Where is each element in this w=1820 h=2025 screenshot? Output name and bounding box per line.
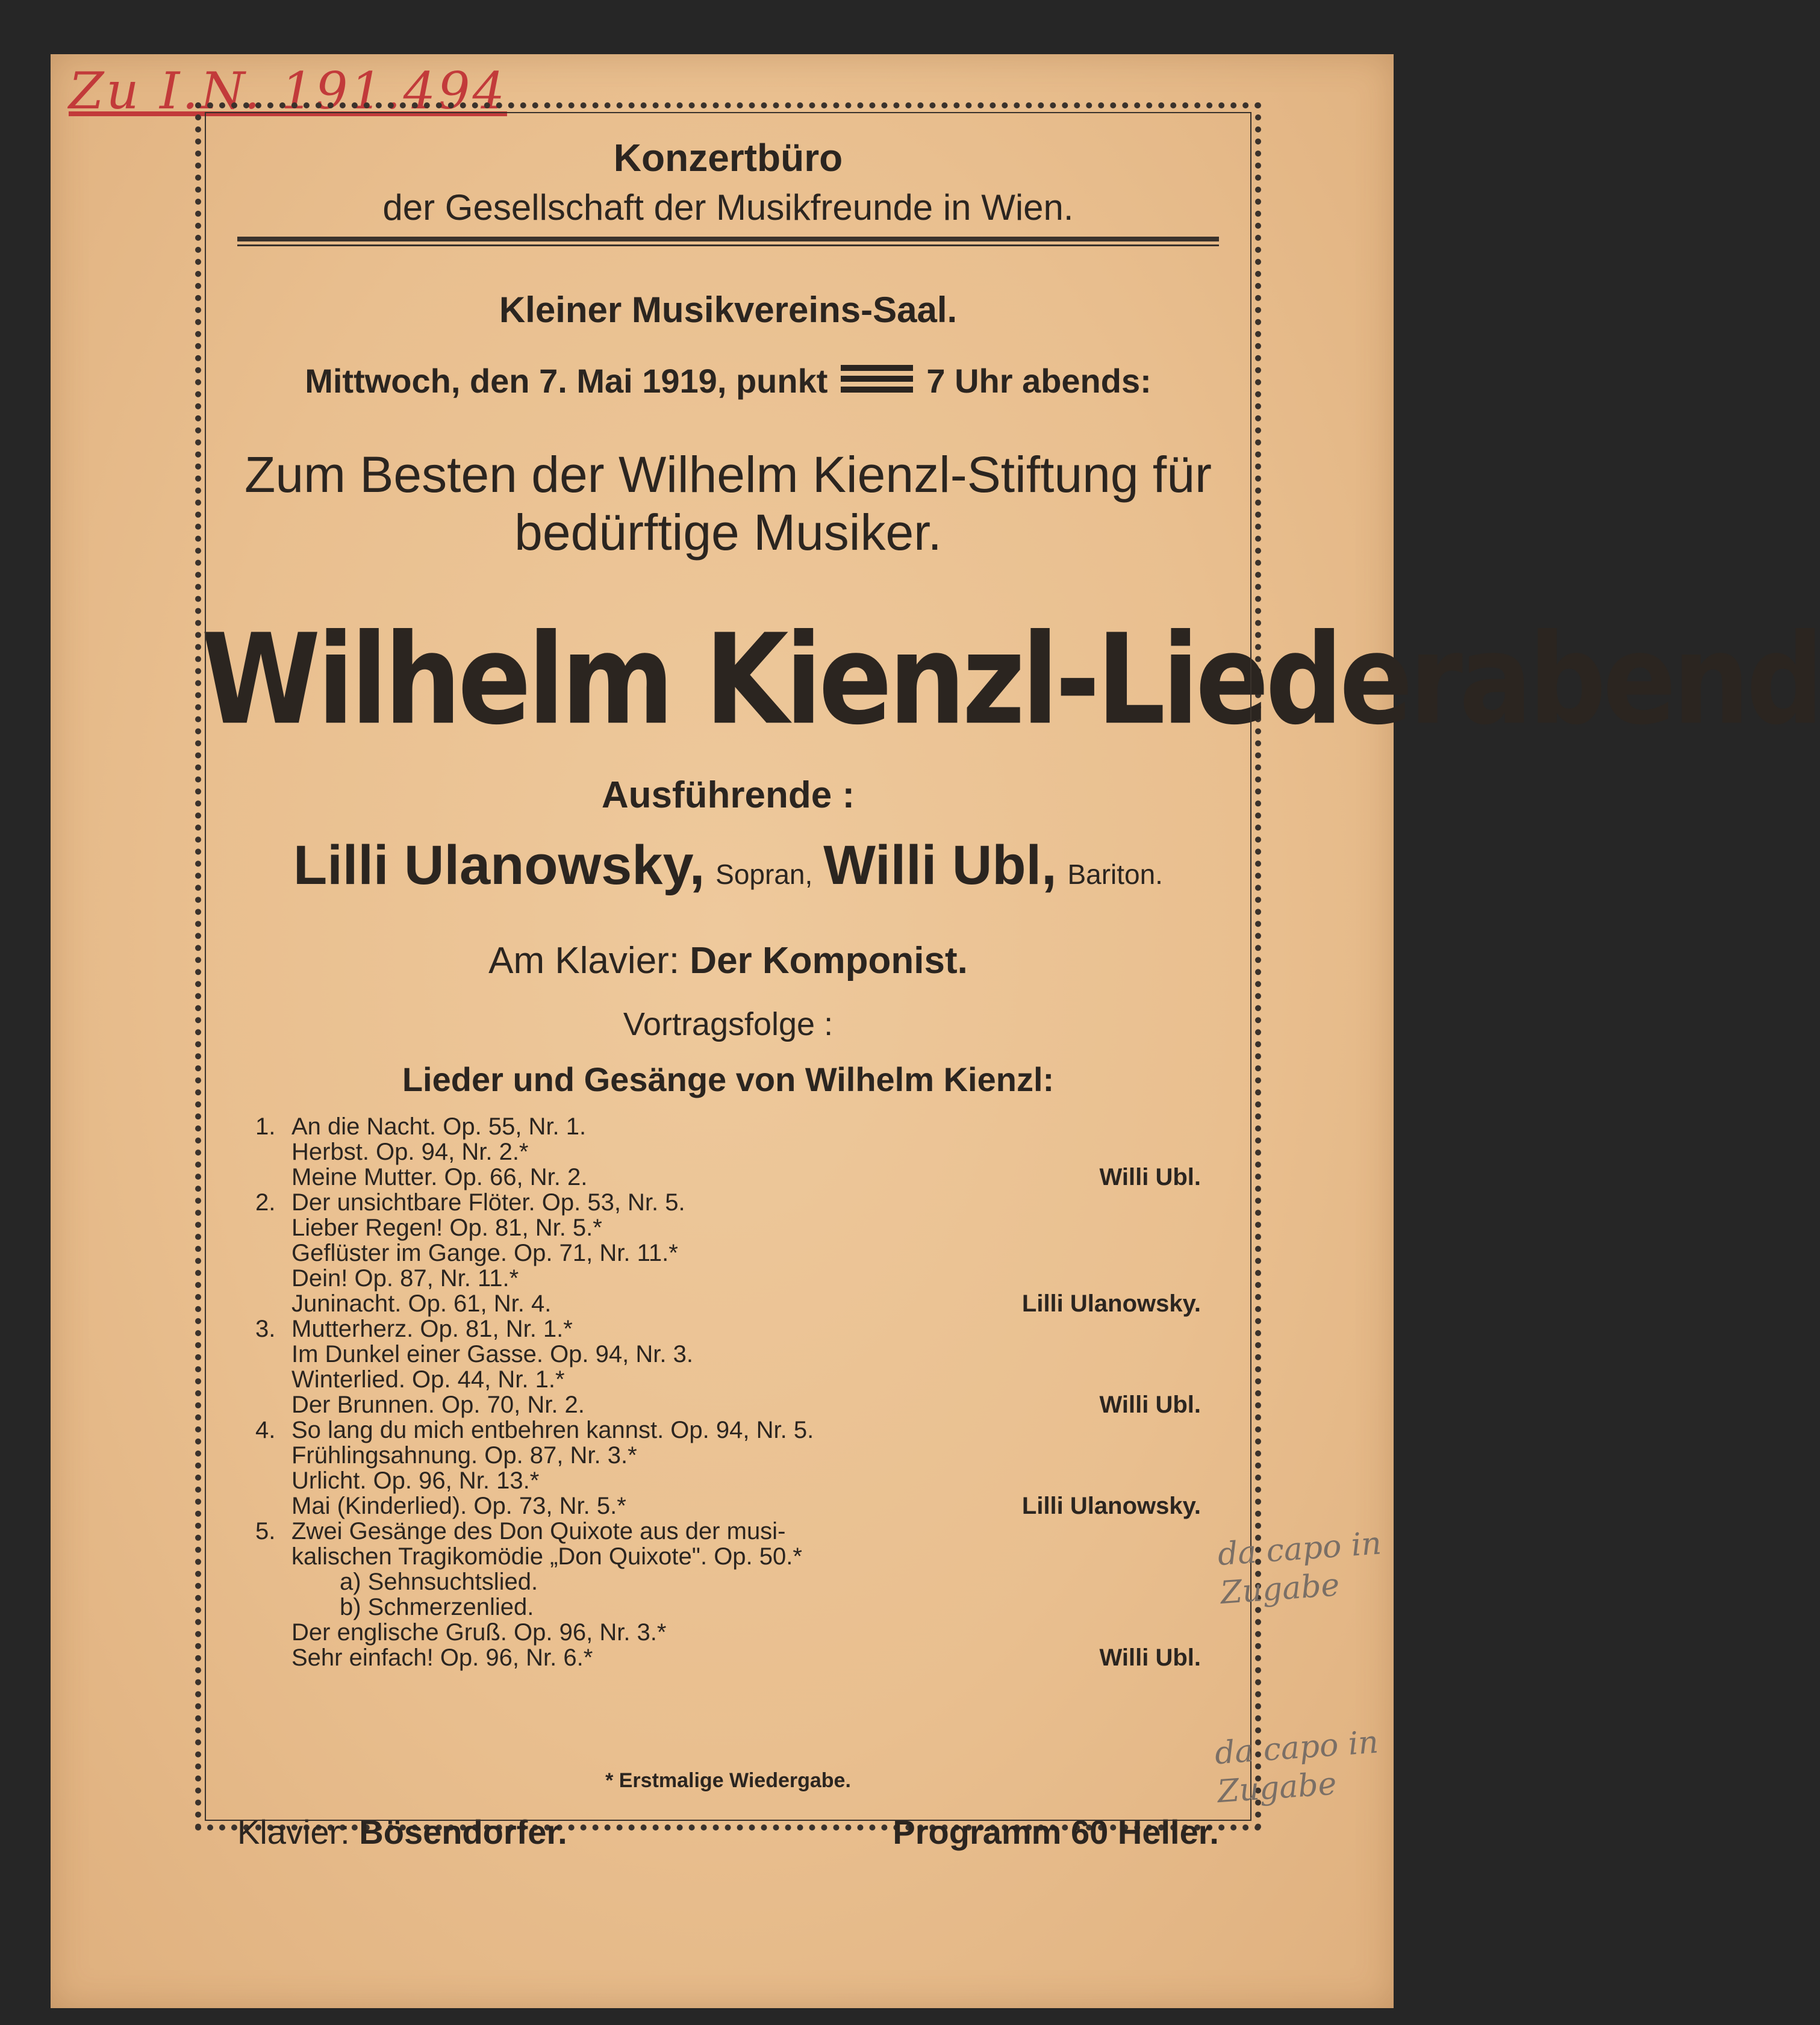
piano-maker [237, 1812, 567, 1852]
program-item [255, 1291, 1201, 1316]
margin-note-1: da capo in Zugabe [1217, 1525, 1383, 1611]
performer-2-voice: Bariton. [1067, 859, 1163, 890]
program-item-number: 4. [255, 1417, 276, 1443]
benefit-statement: Zum Besten der Wilhelm Kienzl-Stiftung für bedürftige Musiker. [245, 446, 1212, 561]
program-item [255, 1468, 1201, 1493]
program-item-number: 1. [255, 1113, 276, 1140]
performers-heading: Ausführende : [601, 774, 855, 816]
program-item-number: 2. [255, 1189, 276, 1216]
program-item-title: Herbst. Op. 94, Nr. 2.* [291, 1139, 529, 1165]
program-item [255, 1114, 1201, 1139]
program-item [255, 1443, 1201, 1468]
program-item-performer: Willi Ubl. [1099, 1644, 1201, 1671]
program-item-title: Sehr einfach! Op. 96, Nr. 6.* [291, 1644, 593, 1671]
concert-headline: Wilhelm Kienzl-Liederabend [201, 608, 1820, 753]
program-item [255, 1569, 1201, 1594]
program-item [255, 1215, 1201, 1240]
piano-maker-label: Klavier: [237, 1813, 350, 1851]
program-item [255, 1139, 1201, 1165]
program-item-title: Dein! Op. 87, Nr. 11.* [291, 1265, 519, 1292]
program-item [255, 1342, 1201, 1367]
date-text: Mittwoch, den 7. Mai 1919, punkt [305, 362, 828, 400]
program-item-title: a) Sehnsuchtslied. [340, 1569, 538, 1595]
program-item-title: Juninacht. Op. 61, Nr. 4. [291, 1290, 552, 1317]
program-item [255, 1620, 1201, 1645]
double-rule-thin [237, 244, 1219, 246]
program-item [255, 1240, 1201, 1266]
program-item-title: Mai (Kinderlied). Op. 73, Nr. 5.* [291, 1493, 626, 1519]
piano-line [201, 939, 1255, 982]
program-heading: Vortragsfolge : [623, 1006, 834, 1042]
program-item-title: Lieber Regen! Op. 81, Nr. 5.* [291, 1215, 602, 1241]
program-price: Programm 60 Heller. [893, 1813, 1219, 1851]
program-item [255, 1544, 1201, 1569]
piano-label: Am Klavier: [488, 940, 680, 981]
program-item-title: Mutterherz. Op. 81, Nr. 1.* [291, 1316, 573, 1342]
program-item [255, 1316, 1201, 1342]
program-item-title: Meine Mutter. Op. 66, Nr. 2. [291, 1164, 588, 1190]
program-item-title: Zwei Gesänge des Don Quixote aus der musi- [291, 1518, 786, 1544]
program-item-number: 3. [255, 1316, 276, 1342]
venue: Kleiner Musikvereins-Saal. [499, 290, 958, 330]
program-item-title: Der englische Gruß. Op. 96, Nr. 3.* [291, 1619, 667, 1646]
program-item [255, 1190, 1201, 1215]
performer-1-name: Lilli Ulanowsky, [293, 835, 705, 896]
program-item-title: Im Dunkel einer Gasse. Op. 94, Nr. 3. [291, 1341, 693, 1367]
program-item-title: Geflüster im Gange. Op. 71, Nr. 11.* [291, 1240, 678, 1266]
program-item-title: Frühlingsahnung. Op. 87, Nr. 3.* [291, 1442, 637, 1469]
program-item [255, 1266, 1201, 1291]
program-item-performer: Willi Ubl. [1099, 1164, 1201, 1190]
performer-1-voice: Sopran, [715, 859, 813, 890]
flag-icon [841, 365, 913, 397]
organization-subtitle: der Gesellschaft der Musikfreunde in Wien. [382, 187, 1074, 228]
footnote: * Erstmalige Wiedergabe. [605, 1769, 851, 1792]
program-item [255, 1417, 1201, 1443]
program-item-title: Der Brunnen. Op. 70, Nr. 2. [291, 1392, 585, 1418]
program-item-performer: Lilli Ulanowsky. [1021, 1493, 1201, 1519]
shelfmark: Zu I.N. 191.494 [69, 61, 507, 120]
performer-2-name: Willi Ubl, [823, 835, 1057, 896]
program-item-number: 5. [255, 1518, 276, 1544]
program-item-performer: Willi Ubl. [1099, 1392, 1201, 1418]
margin-note-2: da capo in Zugabe [1214, 1724, 1380, 1811]
piano-name: Der Komponist. [690, 940, 968, 981]
program-item [255, 1165, 1201, 1190]
program-item-title: Winterlied. Op. 44, Nr. 1.* [291, 1366, 565, 1393]
program-item-title: kalischen Tragikomödie „Don Quixote". Op. 50.* [291, 1543, 802, 1570]
program-item [255, 1392, 1201, 1417]
program-item-title: Der unsichtbare Flöter. Op. 53, Nr. 5. [291, 1189, 685, 1216]
date-line [201, 361, 1255, 400]
double-rule [237, 237, 1219, 241]
program-item [255, 1493, 1201, 1519]
program-list [255, 1114, 1201, 1670]
program-item [255, 1367, 1201, 1392]
program-item-performer: Lilli Ulanowsky. [1021, 1290, 1201, 1317]
program-item [255, 1594, 1201, 1620]
time-text: 7 Uhr abends: [926, 362, 1152, 400]
program-item-title: Urlicht. Op. 96, Nr. 13.* [291, 1467, 540, 1494]
piano-maker-value: Bösendorfer. [359, 1813, 567, 1851]
program-item-title: b) Schmerzenlied. [340, 1594, 534, 1620]
program-sheet [51, 54, 1820, 2008]
performers-line [201, 834, 1255, 897]
program-item-title: An die Nacht. Op. 55, Nr. 1. [291, 1113, 587, 1140]
program-item [255, 1645, 1201, 1670]
program-item-title: So lang du mich entbehren kannst. Op. 94, Nr. 5. [291, 1417, 814, 1443]
program-item [255, 1519, 1201, 1544]
program-subheading: Lieder und Gesänge von Wilhelm Kienzl: [402, 1060, 1055, 1098]
organization-title: Konzertbüro [613, 136, 843, 179]
